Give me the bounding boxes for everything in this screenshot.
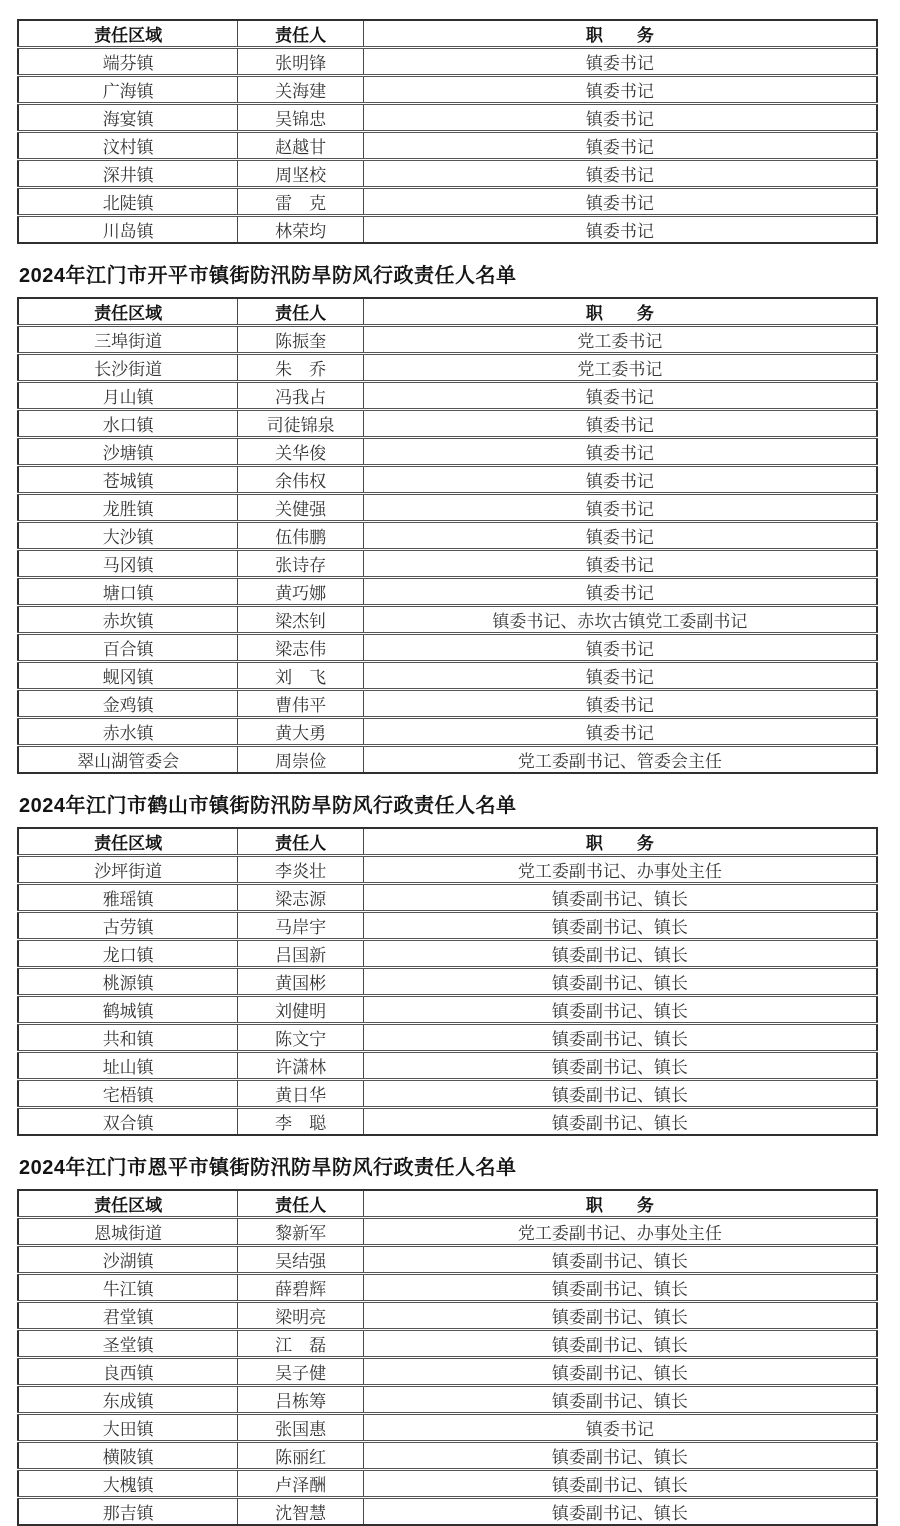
table-row [18,160,877,188]
region-cell: 海宴镇 [18,104,238,132]
table-row [18,578,877,606]
title-cell: 党工委副书记、办事处主任 [363,856,877,884]
person-cell: 司徒锦泉 [238,410,363,438]
region-cell: 那吉镇 [18,1498,238,1526]
person-cell: 关海建 [238,76,363,104]
person-cell: 张国惠 [238,1414,363,1442]
title-cell: 镇委副书记、镇长 [363,1386,877,1414]
table-row [18,410,877,438]
column-header-region: 责任区域 [18,298,238,326]
table-row [18,1024,877,1052]
column-header-title: 职 务 [363,298,877,326]
region-cell: 君堂镇 [18,1302,238,1330]
title-cell: 党工委副书记、办事处主任 [363,1218,877,1246]
person-cell: 冯我占 [238,382,363,410]
region-cell: 蚬冈镇 [18,662,238,690]
region-cell: 深井镇 [18,160,238,188]
column-header-person: 责任人 [238,20,363,48]
table-row [18,1330,877,1358]
person-cell: 陈振奎 [238,326,363,354]
region-cell: 沙坪街道 [18,856,238,884]
table-row [18,968,877,996]
table-row [18,466,877,494]
title-cell: 镇委书记 [363,382,877,410]
region-cell: 端芬镇 [18,48,238,76]
person-cell: 沈智慧 [238,1498,363,1526]
title-cell: 镇委副书记、镇长 [363,1246,877,1274]
table-header-row [18,20,877,48]
table-row [18,940,877,968]
section-heading-kaiping: 2024年江门市开平市镇街防汛防旱防风行政责任人名单 [19,265,517,287]
title-cell: 镇委副书记、镇长 [363,912,877,940]
title-cell: 镇委副书记、镇长 [363,1470,877,1498]
person-cell: 吴子健 [238,1358,363,1386]
title-cell: 镇委书记 [363,160,877,188]
table-row [18,494,877,522]
region-cell: 龙胜镇 [18,494,238,522]
person-cell: 江 磊 [238,1330,363,1358]
title-cell: 镇委副书记、镇长 [363,1108,877,1136]
person-cell: 吴结强 [238,1246,363,1274]
region-cell: 北陡镇 [18,188,238,216]
title-cell: 党工委书记 [363,326,877,354]
title-cell: 镇委书记 [363,634,877,662]
table-row [18,1498,877,1526]
table-row [18,1442,877,1470]
title-cell: 镇委书记 [363,662,877,690]
column-header-person: 责任人 [238,298,363,326]
region-cell: 汶村镇 [18,132,238,160]
person-cell: 陈文宁 [238,1024,363,1052]
heshan-responsibility-table [17,827,878,1136]
region-cell: 圣堂镇 [18,1330,238,1358]
title-cell: 镇委副书记、镇长 [363,1330,877,1358]
table-row [18,718,877,746]
table-row [18,104,877,132]
table-row [18,48,877,76]
region-cell: 东成镇 [18,1386,238,1414]
person-cell: 梁志伟 [238,634,363,662]
title-cell: 镇委书记 [363,550,877,578]
section-heshan [17,794,878,1136]
table-row [18,1414,877,1442]
region-cell: 塘口镇 [18,578,238,606]
table-header-row [18,1190,877,1218]
title-cell: 镇委书记 [363,494,877,522]
region-cell: 沙塘镇 [18,438,238,466]
table-row [18,634,877,662]
title-cell: 镇委书记 [363,48,877,76]
section-enping [17,1156,878,1526]
region-cell: 址山镇 [18,1052,238,1080]
table-row [18,1246,877,1274]
title-cell: 镇委副书记、镇长 [363,1274,877,1302]
person-cell: 伍伟鹏 [238,522,363,550]
region-cell: 古劳镇 [18,912,238,940]
title-cell: 党工委副书记、管委会主任 [363,746,877,774]
title-cell: 镇委书记 [363,466,877,494]
table-header-row [18,828,877,856]
table-row [18,132,877,160]
enping-responsibility-table [17,1189,878,1526]
person-cell: 卢泽酬 [238,1470,363,1498]
table-header-row [18,298,877,326]
section-heading-enping: 2024年江门市恩平市镇街防汛防旱防风行政责任人名单 [19,1157,517,1179]
person-cell: 薛碧辉 [238,1274,363,1302]
person-cell: 黄巧娜 [238,578,363,606]
region-cell: 川岛镇 [18,216,238,244]
region-cell: 恩城街道 [18,1218,238,1246]
table-row [18,884,877,912]
title-cell: 镇委书记 [363,438,877,466]
region-cell: 长沙街道 [18,354,238,382]
person-cell: 朱 乔 [238,354,363,382]
person-cell: 张诗存 [238,550,363,578]
person-cell: 关华俊 [238,438,363,466]
title-cell: 镇委副书记、镇长 [363,940,877,968]
person-cell: 梁杰钊 [238,606,363,634]
person-cell: 刘 飞 [238,662,363,690]
table-row [18,1108,877,1136]
title-cell: 镇委书记 [363,410,877,438]
table-row [18,188,877,216]
title-cell: 镇委副书记、镇长 [363,1498,877,1526]
column-header-title: 职 务 [363,828,877,856]
table-row [18,1470,877,1498]
person-cell: 雷 克 [238,188,363,216]
region-cell: 沙湖镇 [18,1246,238,1274]
person-cell: 李炎壮 [238,856,363,884]
section-heading-heshan: 2024年江门市鹤山市镇街防汛防旱防风行政责任人名单 [19,795,517,817]
region-cell: 牛江镇 [18,1274,238,1302]
person-cell: 黄国彬 [238,968,363,996]
person-cell: 关健强 [238,494,363,522]
region-cell: 横陂镇 [18,1442,238,1470]
title-cell: 镇委书记 [363,104,877,132]
column-header-title: 职 务 [363,20,877,48]
column-header-region: 责任区域 [18,828,238,856]
table-row [18,438,877,466]
title-cell: 镇委副书记、镇长 [363,996,877,1024]
region-cell: 龙口镇 [18,940,238,968]
table-row [18,326,877,354]
table-row [18,1358,877,1386]
title-cell: 镇委书记、赤坎古镇党工委副书记 [363,606,877,634]
region-cell: 双合镇 [18,1108,238,1136]
table-row [18,1386,877,1414]
column-header-region: 责任区域 [18,20,238,48]
column-header-title: 职 务 [363,1190,877,1218]
person-cell: 曹伟平 [238,690,363,718]
region-cell: 雅瑶镇 [18,884,238,912]
title-cell: 镇委副书记、镇长 [363,1302,877,1330]
column-header-region: 责任区域 [18,1190,238,1218]
table-row [18,76,877,104]
region-cell: 苍城镇 [18,466,238,494]
person-cell: 赵越甘 [238,132,363,160]
region-cell: 共和镇 [18,1024,238,1052]
title-cell: 镇委书记 [363,522,877,550]
title-cell: 镇委书记 [363,690,877,718]
table-row [18,746,877,774]
region-cell: 翠山湖管委会 [18,746,238,774]
region-cell: 水口镇 [18,410,238,438]
region-cell: 三埠街道 [18,326,238,354]
table-row [18,1052,877,1080]
title-cell: 镇委书记 [363,718,877,746]
table-row [18,912,877,940]
region-cell: 月山镇 [18,382,238,410]
person-cell: 许潇林 [238,1052,363,1080]
section-kaiping [17,264,878,774]
table-row [18,354,877,382]
person-cell: 陈丽红 [238,1442,363,1470]
region-cell: 桃源镇 [18,968,238,996]
table-row [18,662,877,690]
title-cell: 镇委书记 [363,188,877,216]
person-cell: 黎新军 [238,1218,363,1246]
title-cell: 镇委副书记、镇长 [363,968,877,996]
table-row [18,382,877,410]
region-cell: 大田镇 [18,1414,238,1442]
person-cell: 吕国新 [238,940,363,968]
region-cell: 良西镇 [18,1358,238,1386]
title-cell: 镇委副书记、镇长 [363,884,877,912]
title-cell: 镇委副书记、镇长 [363,1080,877,1108]
region-cell: 百合镇 [18,634,238,662]
title-cell: 镇委副书记、镇长 [363,1052,877,1080]
table-row [18,856,877,884]
person-cell: 吴锦忠 [238,104,363,132]
person-cell: 周坚校 [238,160,363,188]
region-cell: 赤坎镇 [18,606,238,634]
title-cell: 镇委书记 [363,76,877,104]
title-cell: 党工委书记 [363,354,877,382]
person-cell: 刘健明 [238,996,363,1024]
region-cell: 金鸡镇 [18,690,238,718]
region-cell: 大沙镇 [18,522,238,550]
person-cell: 梁明亮 [238,1302,363,1330]
table-row [18,996,877,1024]
column-header-person: 责任人 [238,1190,363,1218]
person-cell: 余伟权 [238,466,363,494]
table-row [18,606,877,634]
person-cell: 黄大勇 [238,718,363,746]
person-cell: 李 聪 [238,1108,363,1136]
person-cell: 吕栋筹 [238,1386,363,1414]
title-cell: 镇委书记 [363,132,877,160]
title-cell: 镇委书记 [363,578,877,606]
column-header-person: 责任人 [238,828,363,856]
title-cell: 镇委副书记、镇长 [363,1024,877,1052]
table-row [18,1218,877,1246]
kaiping-responsibility-table [17,297,878,774]
region-cell: 鹤城镇 [18,996,238,1024]
title-cell: 镇委书记 [363,216,877,244]
section-taishan [17,19,878,244]
taishan-responsibility-table [17,19,878,244]
person-cell: 周崇俭 [238,746,363,774]
table-row [18,522,877,550]
person-cell: 马岸宇 [238,912,363,940]
region-cell: 广海镇 [18,76,238,104]
table-row [18,1080,877,1108]
region-cell: 马冈镇 [18,550,238,578]
table-row [18,216,877,244]
person-cell: 张明锋 [238,48,363,76]
title-cell: 镇委副书记、镇长 [363,1442,877,1470]
table-row [18,690,877,718]
region-cell: 宅梧镇 [18,1080,238,1108]
table-row [18,550,877,578]
person-cell: 林荣均 [238,216,363,244]
table-row [18,1302,877,1330]
region-cell: 大槐镇 [18,1470,238,1498]
title-cell: 镇委副书记、镇长 [363,1358,877,1386]
person-cell: 黄日华 [238,1080,363,1108]
region-cell: 赤水镇 [18,718,238,746]
person-cell: 梁志源 [238,884,363,912]
title-cell: 镇委书记 [363,1414,877,1442]
table-row [18,1274,877,1302]
